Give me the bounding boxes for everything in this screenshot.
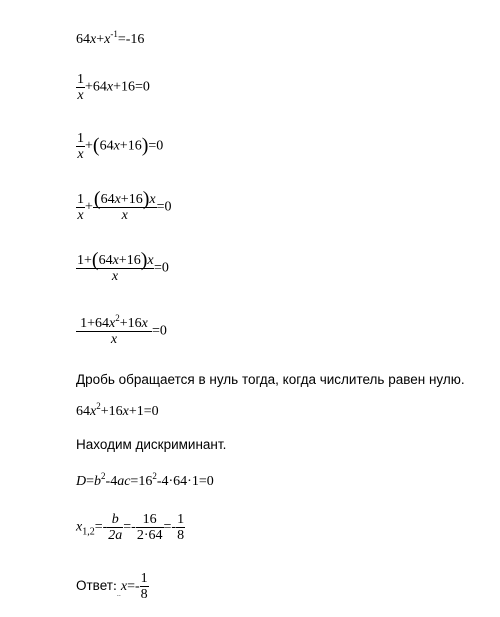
step-4: $\frac{1}{x}$ + $\frac{(64x+16)x}{x}$ =0 <box>77 188 172 223</box>
explanation-text: Дробь обращается в нуль тогда, когда числитель равен нулю. <box>76 372 465 387</box>
fraction-b-over-2a: $\frac{b}{2a}$ <box>108 512 123 543</box>
step-2: $\frac{1}{x}$ +64x+16=0 <box>77 72 150 103</box>
close-paren: ) <box>141 134 149 157</box>
fraction-1-over-8: $\frac{1}{8}$ <box>140 571 148 602</box>
open-paren: ( <box>92 134 100 157</box>
roots-formula: $x_{1,2}=-$ $\frac{b}{2a}$ =- $\frac{16}{2\cdot 64}$ =- $\frac{1}{8}$ <box>76 512 185 543</box>
step-1 <box>76 29 145 48</box>
fraction-1-over-x: $\frac{1}{x}$ <box>77 72 84 103</box>
fraction-1-over-8: $\frac{1}{8}$ <box>177 512 185 543</box>
combined-fraction: $\frac{1+(64x+16)x}{x}$ <box>77 249 154 284</box>
var-x: x <box>90 32 97 47</box>
step-5: $\frac{1+(64x+16)x}{x}$ =0 <box>77 249 169 284</box>
coef: 64 <box>76 32 90 47</box>
answer-label: Ответ <box>76 578 113 594</box>
exponent: -1 <box>110 29 118 39</box>
var-x: x <box>104 32 111 47</box>
fraction-paren-over-x: $\frac{(64x+16)x}{x}$ <box>93 188 156 223</box>
discriminant-heading: Находим дискриминант. <box>76 437 227 452</box>
placeholder-dots: .. <box>116 589 121 599</box>
fraction-16-over-2x64: $\frac{16}{2\cdot 64}$ <box>136 512 163 543</box>
discriminant-formula: $D=b^2-4ac=16^2-4\cdot 64\cdot 1=0$ <box>76 471 214 489</box>
answer-line: $Ответ:_{..}x=-$ $\frac{1}{8}$ <box>76 571 148 602</box>
fraction-1-over-x: $\frac{1}{x}$ <box>77 192 84 223</box>
rhs: =-16 <box>117 32 145 47</box>
quadratic-equation: $64x^2+16x+1=0$ <box>76 401 159 419</box>
fraction-1-over-x: $\frac{1}{x}$ <box>77 131 84 162</box>
step-6: $\frac{1+64x^2+16x}{x}$ =0 <box>76 316 167 347</box>
plus: + <box>96 32 105 47</box>
combined-fraction: $\frac{1+64x^2+16x}{x}$ <box>76 316 152 347</box>
step-3: $\frac{1}{x}$ +(64x+16)=0 <box>77 131 164 162</box>
